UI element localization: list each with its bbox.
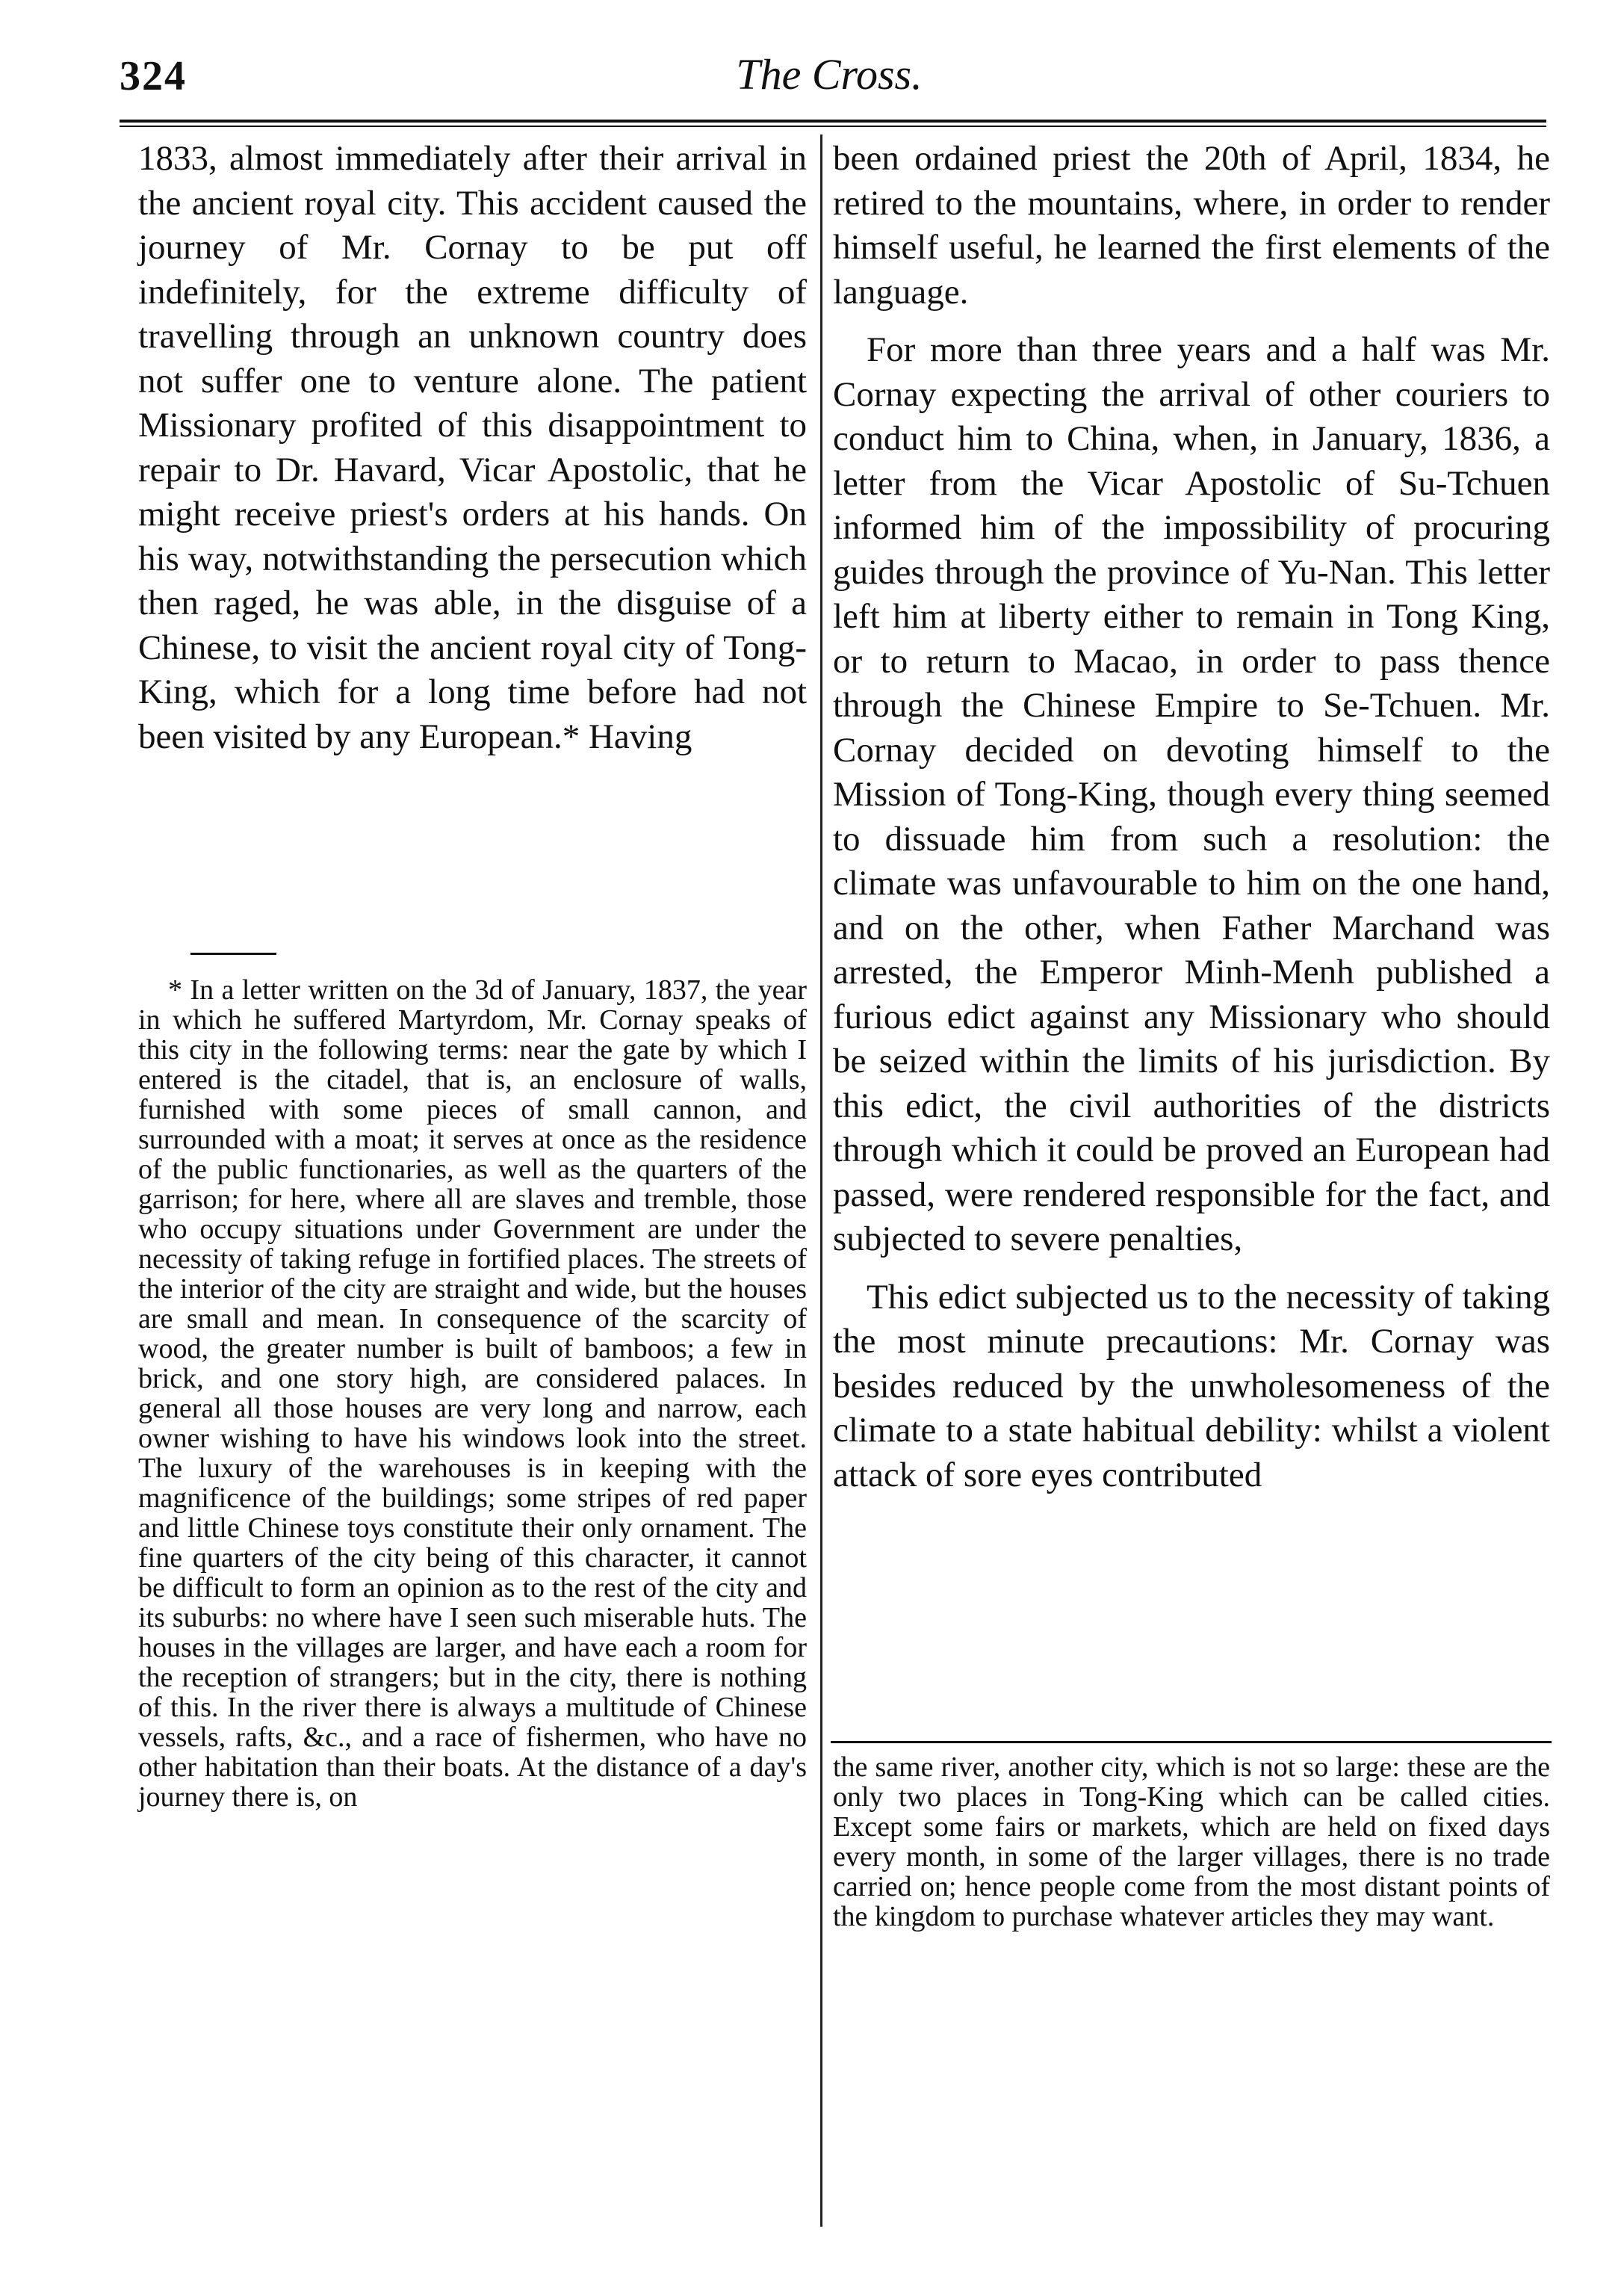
right-paragraph-1: been ordained priest the 20th of April, 1834, he retired to the mountains, where, in order to render himself useful, he learned the first elements of the language. xyxy=(833,139,1550,312)
footnote-right: the same river, another city, which is not so large: these are the only two places in Tong-King which can be called cities. Except some fairs or markets, which are held on fixed days every month, in some of the larger villages, there is no trade carried on; hence people come from the most distant points of the kingdom to purchase whatever articles they may want. xyxy=(833,1751,1550,1932)
footnote-continuation-rule xyxy=(831,1741,1552,1743)
header-rule xyxy=(120,120,1546,127)
right-paragraph-3: This edict subjected us to the necessity of taking the most minute precautions: Mr. Cornay was besides reduced by the unwholesomeness of the climate to a state habitual debility: whilst a violent attack of sore eyes contributed xyxy=(833,1277,1550,1494)
left-column-body: 1833, almost immediately after their arrival in the ancient royal city. This accident caused the journey of Mr. Cornay to be put off indefinitely, for the extreme difficulty of travelling through an unknown country does not suffer one to venture alone. The patient Missionary profited of this disappointment to repair to Dr. Havard, Vicar Apostolic, that he might receive priest's orders at his hands. On his way, notwithstanding the persecution which then raged, he was able, in the disguise of a Chinese, to visit the ancient royal city of Tong-King, which for a long time before had not been visited by any European.* Having xyxy=(138,139,807,756)
page-number: 324 xyxy=(120,53,187,99)
footnote-left: * In a letter written on the 3d of January, 1837, the year in which he suffered Martyrdom, Mr. Cornay speaks of this city in the following terms: near the gate by which I entered is the citadel, that is, an enclosure of walls, furnished with some pieces of small cannon, and surrounded with a moat; it serves at once as the residence of the public functionaries, as well as the quarters of the garrison; for here, where all are slaves and tremble, those who occupy situations under Government are under the necessity of taking refuge in fortified places. The streets of the interior of the city are straight and wide, but the houses are small and mean. In consequence of the scarcity of wood, the greater number is built of bamboos; a few in brick, and one story high, are considered palaces. In general all those houses are very long and narrow, each owner wishing to have his windows look into the street. The luxury of the warehouses is in keeping with the magnificence of the buildings; some stripes of red paper and little Chinese toys constitute their only ornament. The fine quarters of the city being of this character, it cannot be difficult to form an opinion as to the rest of the city and its suburbs: no where have I seen such miserable huts. The houses in the villages are larger, and have each a room for the reception of strangers; but in the city, there is nothing of this. In the river there is always a multitude of Chinese vessels, rafts, &c., and a race of fishermen, who have no other habitation than their boats. At the distance of a day's journey there is, on xyxy=(138,974,807,1813)
left-column xyxy=(138,137,807,759)
right-paragraph-2: For more than three years and a half was Mr. Cornay expecting the arrival of other couriers to conduct him to China, when, in January, 1836, a letter from the Vicar Apostolic of Su-Tchuen informed him of the impossibility of procuring guides through the province of Yu-Nan. This letter left him at liberty either to remain in Tong King, or to return to Macao, in order to pass thence through the Chinese Empire to Se-Tchuen. Mr. Cornay decided on devoting himself to the Mission of Tong-King, though every thing seemed to dissuade him from such a resolution: the climate was unfavourable to him on the one hand, and on the other, when Father Marchand was arrested, the Emperor Minh-Menh published a furious edict against any Missionary who should be seized within the limits of his jurisdiction. By this edict, the civil authorities of the districts through which it could be proved an European had passed, were rendered responsible for the fact, and subjected to severe penalties, xyxy=(833,330,1550,1258)
footnote-rule xyxy=(190,953,276,955)
running-title: The Cross. xyxy=(736,50,923,99)
right-column xyxy=(833,137,1550,1497)
page-header xyxy=(112,43,1546,111)
column-divider xyxy=(820,134,822,2227)
